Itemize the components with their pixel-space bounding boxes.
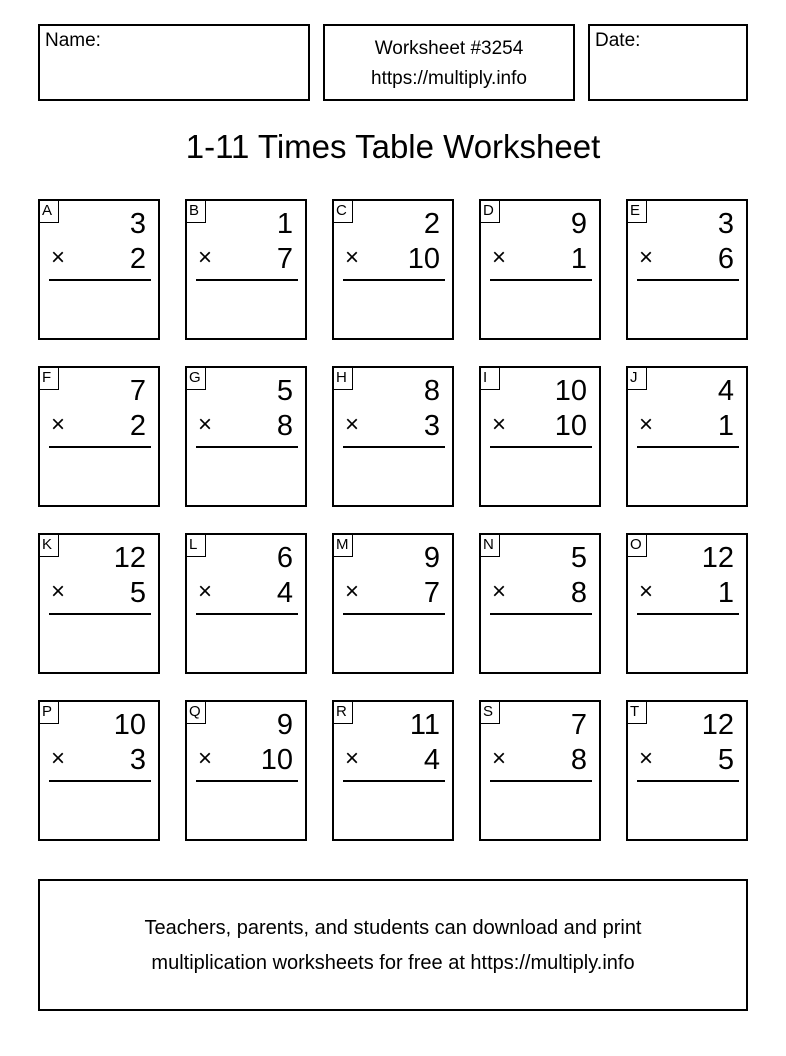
footer-box bbox=[38, 879, 748, 1011]
problem-bottom-number: 2 bbox=[129, 410, 146, 442]
problem-h[interactable] bbox=[332, 366, 454, 507]
problem-bottom-number: 3 bbox=[129, 744, 146, 776]
problem-top-number: 7 bbox=[129, 375, 146, 407]
problem-f[interactable] bbox=[38, 366, 160, 507]
multiply-sign: × bbox=[345, 745, 360, 772]
problem-bottom-number: 1 bbox=[717, 410, 734, 442]
answer-line bbox=[637, 780, 739, 782]
problem-letter: R bbox=[332, 700, 353, 724]
problem-top-number: 10 bbox=[113, 709, 146, 741]
problem-letter: C bbox=[332, 199, 353, 223]
footer-line-2: multiplication worksheets for free at https://multiply.info bbox=[151, 952, 635, 974]
answer-line bbox=[490, 446, 592, 448]
problem-top-number: 12 bbox=[701, 542, 734, 574]
worksheet-number: Worksheet #3254 bbox=[374, 38, 524, 59]
problem-bottom-number: 1 bbox=[717, 577, 734, 609]
problem-letter: P bbox=[38, 700, 59, 724]
problem-m[interactable] bbox=[332, 533, 454, 674]
footer-line-1: Teachers, parents, and students can download and print bbox=[144, 917, 642, 939]
date-label: Date: bbox=[595, 30, 641, 51]
multiply-sign: × bbox=[51, 745, 66, 772]
multiply-sign: × bbox=[492, 411, 507, 438]
problem-bottom-number: 2 bbox=[129, 243, 146, 275]
problem-letter: K bbox=[38, 533, 59, 557]
name-label: Name: bbox=[45, 30, 101, 51]
problem-bottom-number: 8 bbox=[570, 744, 587, 776]
problem-bottom-number: 8 bbox=[276, 410, 293, 442]
problem-letter: L bbox=[185, 533, 206, 557]
multiply-sign: × bbox=[639, 244, 654, 271]
problem-bottom-number: 3 bbox=[423, 410, 440, 442]
page-title: 1-11 Times Table Worksheet bbox=[185, 128, 601, 165]
problem-p[interactable] bbox=[38, 700, 160, 841]
multiply-sign: × bbox=[198, 244, 213, 271]
problem-bottom-number: 10 bbox=[554, 410, 587, 442]
problem-letter: H bbox=[332, 366, 353, 390]
problem-letter: F bbox=[38, 366, 59, 390]
answer-line bbox=[196, 446, 298, 448]
problem-letter: E bbox=[626, 199, 647, 223]
problem-letter: B bbox=[185, 199, 206, 223]
problem-top-number: 9 bbox=[570, 208, 587, 240]
problem-bottom-number: 7 bbox=[423, 577, 440, 609]
worksheet-url: https://multiply.info bbox=[371, 68, 527, 89]
answer-line bbox=[343, 613, 445, 615]
multiply-sign: × bbox=[51, 578, 66, 605]
problem-bottom-number: 4 bbox=[276, 577, 293, 609]
answer-line bbox=[343, 446, 445, 448]
answer-line bbox=[343, 279, 445, 281]
answer-line bbox=[49, 613, 151, 615]
problem-bottom-number: 8 bbox=[570, 577, 587, 609]
problem-bottom-number: 5 bbox=[129, 577, 146, 609]
problem-letter: I bbox=[479, 366, 500, 390]
answer-line bbox=[196, 780, 298, 782]
problem-a[interactable] bbox=[38, 199, 160, 340]
answer-line bbox=[49, 780, 151, 782]
multiply-sign: × bbox=[198, 578, 213, 605]
answer-line bbox=[49, 279, 151, 281]
problem-k[interactable] bbox=[38, 533, 160, 674]
multiply-sign: × bbox=[198, 411, 213, 438]
problem-letter: O bbox=[626, 533, 647, 557]
problem-top-number: 6 bbox=[276, 542, 293, 574]
multiply-sign: × bbox=[639, 745, 654, 772]
problem-bottom-number: 4 bbox=[423, 744, 440, 776]
problem-top-number: 8 bbox=[423, 375, 440, 407]
problem-bottom-number: 10 bbox=[407, 243, 440, 275]
multiply-sign: × bbox=[198, 745, 213, 772]
problem-letter: D bbox=[479, 199, 500, 223]
multiply-sign: × bbox=[51, 244, 66, 271]
problem-q[interactable] bbox=[185, 700, 307, 841]
problem-l[interactable] bbox=[185, 533, 307, 674]
problem-bottom-number: 6 bbox=[717, 243, 734, 275]
problem-top-number: 9 bbox=[276, 709, 293, 741]
problem-letter: Q bbox=[185, 700, 206, 724]
answer-line bbox=[49, 446, 151, 448]
problem-top-number: 9 bbox=[423, 542, 440, 574]
problem-top-number: 1 bbox=[276, 208, 293, 240]
answer-line bbox=[637, 446, 739, 448]
worksheet-info-box bbox=[323, 24, 575, 101]
problem-n[interactable] bbox=[479, 533, 601, 674]
problem-letter: J bbox=[626, 366, 647, 390]
answer-line bbox=[637, 613, 739, 615]
problem-s[interactable] bbox=[479, 700, 601, 841]
answer-line bbox=[196, 279, 298, 281]
answer-line bbox=[490, 613, 592, 615]
multiply-sign: × bbox=[345, 244, 360, 271]
multiply-sign: × bbox=[639, 578, 654, 605]
answer-line bbox=[196, 613, 298, 615]
multiply-sign: × bbox=[639, 411, 654, 438]
problem-top-number: 2 bbox=[423, 208, 440, 240]
multiply-sign: × bbox=[51, 411, 66, 438]
problem-letter: S bbox=[479, 700, 500, 724]
problem-top-number: 3 bbox=[129, 208, 146, 240]
problem-bottom-number: 7 bbox=[276, 243, 293, 275]
name-field[interactable] bbox=[38, 24, 310, 101]
problem-bottom-number: 1 bbox=[570, 243, 587, 275]
problem-letter: A bbox=[38, 199, 59, 223]
answer-line bbox=[490, 279, 592, 281]
problem-letter: T bbox=[626, 700, 647, 724]
problem-top-number: 3 bbox=[717, 208, 734, 240]
answer-line bbox=[490, 780, 592, 782]
problem-letter: N bbox=[479, 533, 500, 557]
problem-top-number: 5 bbox=[570, 542, 587, 574]
problem-top-number: 7 bbox=[570, 709, 587, 741]
problem-letter: G bbox=[185, 366, 206, 390]
multiply-sign: × bbox=[492, 244, 507, 271]
problem-b[interactable] bbox=[185, 199, 307, 340]
problem-d[interactable] bbox=[479, 199, 601, 340]
problem-top-number: 5 bbox=[276, 375, 293, 407]
problem-e[interactable] bbox=[626, 199, 748, 340]
problem-letter: M bbox=[332, 533, 353, 557]
problem-i[interactable] bbox=[479, 366, 601, 507]
answer-line bbox=[637, 279, 739, 281]
problem-top-number: 12 bbox=[701, 709, 734, 741]
problem-top-number: 10 bbox=[554, 375, 587, 407]
problem-r[interactable] bbox=[332, 700, 454, 841]
multiply-sign: × bbox=[345, 578, 360, 605]
multiply-sign: × bbox=[492, 745, 507, 772]
answer-line bbox=[343, 780, 445, 782]
problem-top-number: 12 bbox=[113, 542, 146, 574]
multiply-sign: × bbox=[345, 411, 360, 438]
problem-t[interactable] bbox=[626, 700, 748, 841]
problem-top-number: 4 bbox=[717, 375, 734, 407]
problem-bottom-number: 10 bbox=[260, 744, 293, 776]
problem-c[interactable] bbox=[332, 199, 454, 340]
problem-bottom-number: 5 bbox=[717, 744, 734, 776]
date-field[interactable] bbox=[588, 24, 748, 101]
problem-j[interactable] bbox=[626, 366, 748, 507]
multiply-sign: × bbox=[492, 578, 507, 605]
problem-top-number: 11 bbox=[409, 709, 440, 741]
problem-g[interactable] bbox=[185, 366, 307, 507]
problem-o[interactable] bbox=[626, 533, 748, 674]
